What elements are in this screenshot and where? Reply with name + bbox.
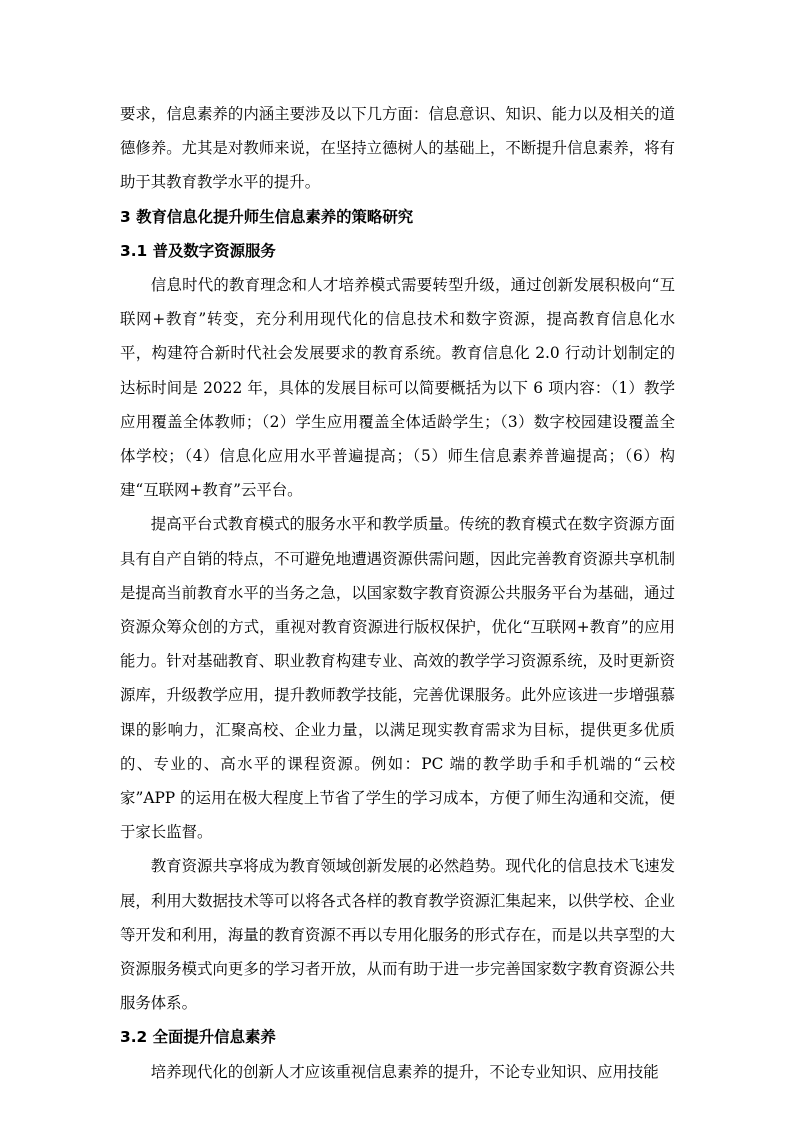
paragraph-4: 培养现代化的创新人才应该重视信息素养的提升，不论专业知识、应用技能 <box>150 1062 659 1081</box>
paragraph-1: 信息时代的教育理念和人才培养模式需要转型升级，通过创新发展积极向“互联网+教育”转变，充分利用现代化的信息技术和数字资源，提高教育信息化水平，构建符合新时代社会发展要求的教育系统。教育信息化 2.0 行动计划制定的达标时间是 2022 年，具体的发展目标可以简要概括为以下 6 项内容：（1）教学应用覆盖全体教师；（2）学生应用覆盖全体适龄学生；（3）数字校园建设覆盖全体学校；（4）信息化应用水平普遍提高；（5）师生信息素养普遍提高；（6）构建“互联网+教育”云平台。 <box>120 276 675 500</box>
subsection-heading-3-2: 3.2 全面提升信息素养 <box>120 1028 276 1047</box>
paragraph-3: 教育资源共享将成为教育领域创新发展的必然趋势。现代化的信息技术飞速发展，利用大数据技术等可以将各式各样的教育教学资源汇集起来，以供学校、企业等开发和利用，海量的教育资源不再以专用化服务的形式存在，而是以共享型的大资源服务模式向更多的学习者开放，从而有助于进一步完善国家数字教育资源公共服务体系。 <box>120 857 675 1013</box>
paragraph-2: 提高平台式教育模式的服务水平和教学质量。传统的教育模式在数字资源方面具有自产自销的特点，不可避免地遭遇资源供需问题，因此完善教育资源共享机制是提高当前教育水平的当务之急，以国家数字教育资源公共服务平台为基础，通过资源众筹众创的方式，重视对教育资源进行版权保护，优化“互联网+教育”的应用能力。针对基础教育、职业教育构建专业、高效的教学学习资源系统，及时更新资源库，升级教学应用，提升教师教学技能，完善优课服务。此外应该进一步增强慕课的影响力，汇聚高校、企业力量，以满足现实教育需求为目标，提供更多优质的、专业的、高水平的课程资源。例如：PC 端的教学助手和手机端的“云校家”APP 的运用在极大程度上节省了学生的学习成本，方便了师生沟通和交流，便于家长监督。 <box>120 515 675 842</box>
page-body <box>120 97 675 1089</box>
subsection-heading-3-1: 3.1 普及数字资源服务 <box>120 241 276 260</box>
paragraph-continued: 要求，信息素养的内涵主要涉及以下几方面：信息意识、知识、能力以及相关的道德修养。尤其是对教师来说，在坚持立德树人的基础上，不断提升信息素养，将有助于其教育教学水平的提升。 <box>120 105 675 192</box>
section-heading-3: 3 教育信息化提升师生信息素养的策略研究 <box>120 207 414 226</box>
